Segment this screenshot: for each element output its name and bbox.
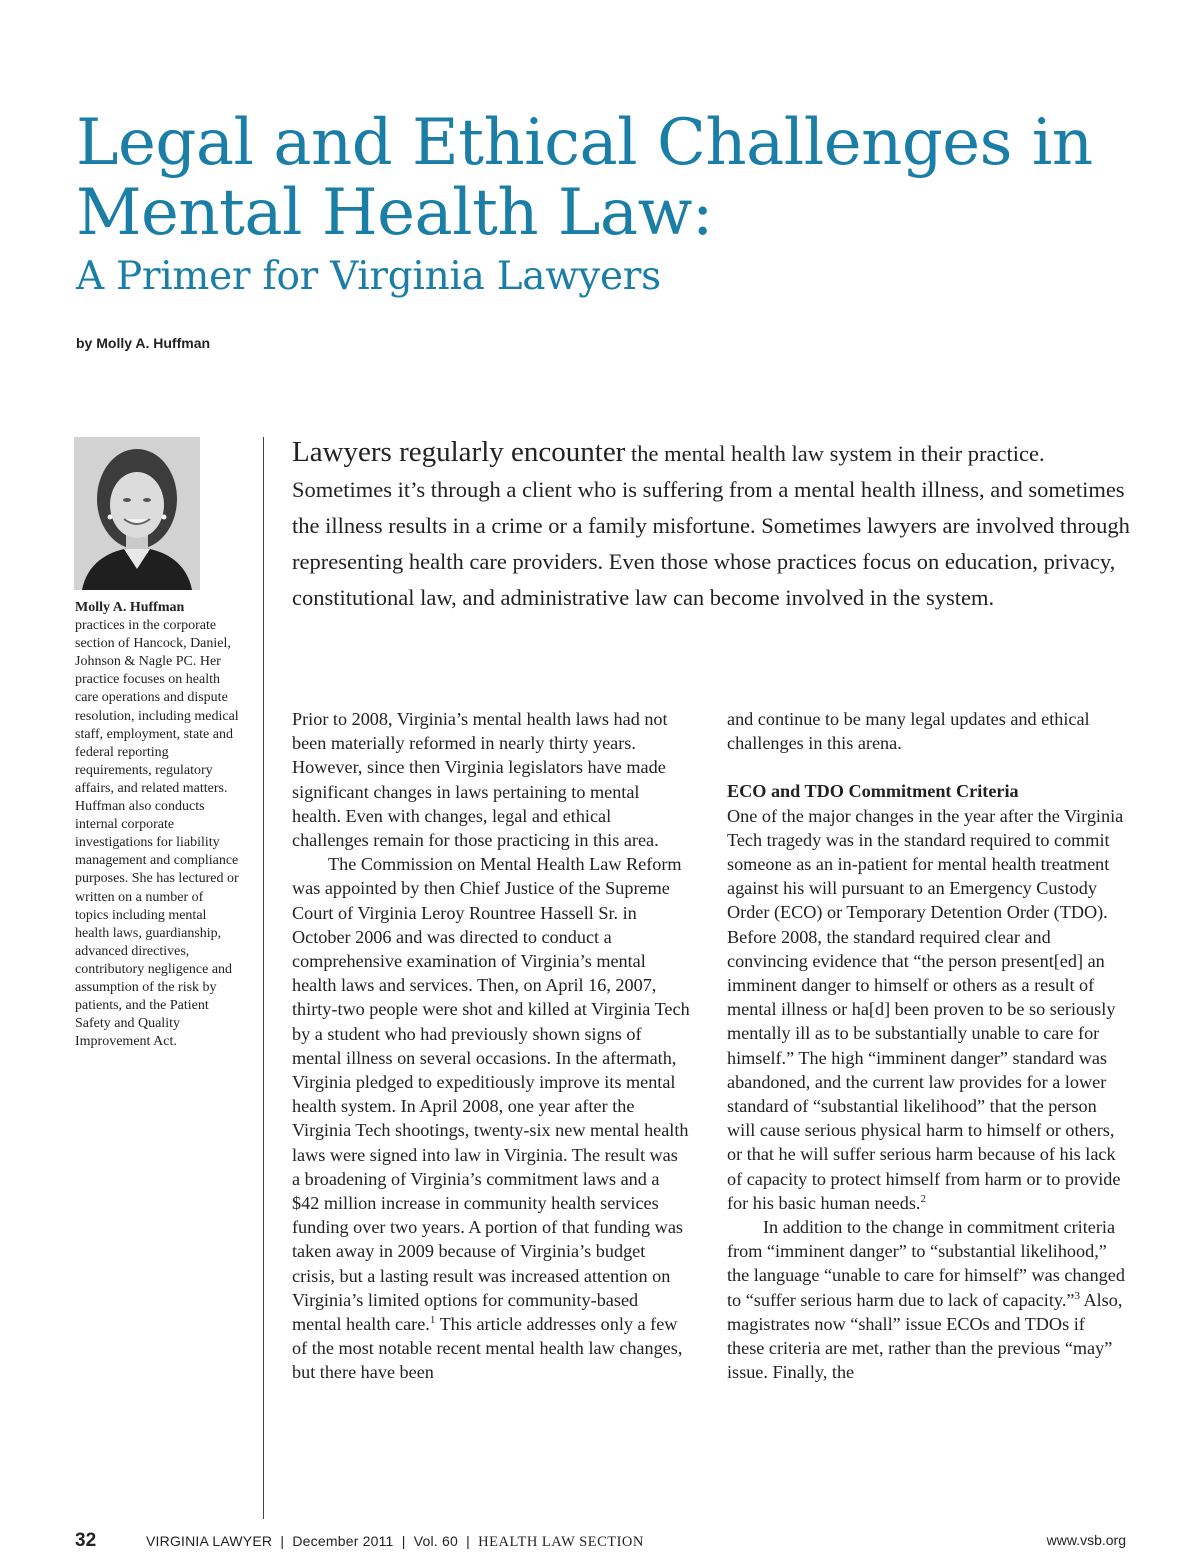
body-paragraph (727, 1215, 1125, 1384)
column-divider (263, 437, 264, 1519)
publication-info: VIRGINIA LAWYER | December 2011 | Vol. 60 | (146, 1533, 479, 1549)
byline: by Molly A. Huffman (76, 335, 211, 351)
section-name: HEALTH LAW SECTION (478, 1534, 644, 1550)
publication-line (146, 1533, 644, 1551)
website-link[interactable]: www.vsb.org (1046, 1532, 1126, 1548)
footnote-ref: 1 (429, 1314, 436, 1327)
body-paragraph (292, 852, 690, 1384)
body-text: In addition to the change in commitment criteria from “imminent danger” to “substantial likelihood,” the language “unable to care for himself” was changed to “suffer serious harm due to lack of capacity.” (727, 1217, 1125, 1310)
section-heading: ECO and TDO Commitment Criteria (727, 781, 1019, 802)
lead-start: Lawyers regularly encounter (292, 436, 626, 468)
article-title (76, 108, 1156, 248)
footnote-ref: 3 (1074, 1289, 1080, 1302)
footnote-ref: 2 (920, 1192, 926, 1205)
title-line-2: Mental Health Law: (76, 176, 713, 250)
page-number: 32 (75, 1530, 97, 1551)
title-line-1: Legal and Ethical Challenges in (76, 106, 1093, 180)
lead-paragraph (292, 434, 1132, 616)
body-text: One of the major changes in the year after the Virginia Tech tragedy was in the standard required to commit someone as an in-patient for mental health treatment against his will pursuant to an Emergency Custody Order (ECO) or Temporary Detention Order (TDO). Before 2008, the standard required clear and convincing evidence that “the person present[ed] an imminent danger to himself or others as a result of mental illness or ha[d] been proven to be so seriously mentally ill as to be substantially unable to care for himself.” The high “imminent danger” standard was abandoned, and the current law provides for a lower standard of “substantial likelihood” that the person will cause serious physical harm to himself or others, or that he will suffer serious harm because of his lack of capacity to protect himself from harm or to provide for his basic human needs. (727, 805, 1124, 1213)
author-photo (74, 437, 200, 590)
body-paragraph (727, 804, 1125, 1215)
author-bio-name: Molly A. Huffman (75, 600, 185, 615)
lead-rest: the mental health law system in their practice. Sometimes it’s through a client who is suffering from a mental health illness, and sometimes the illness results in a crime or a family misfortune. Sometimes lawyers are involved through representing health care providers. Even those whose practices focus on education, privacy, constitutional law, and administrative law can become involved in the system. (292, 441, 1130, 610)
author-bio (75, 599, 240, 1051)
page-footer (0, 1530, 1200, 1554)
body-paragraph: Prior to 2008, Virginia’s mental health laws had not been materially reformed in nearly thirty years. However, since then Virginia legislators have made significant changes in laws pertaining to mental health. Even with changes, legal and ethical challenges remain for those practicing in this area. (292, 709, 668, 851)
body-paragraph: and continue to be many legal updates and ethical challenges in this arena. (727, 709, 1090, 754)
body-column-left (292, 707, 690, 1385)
body-text: The Commission on Mental Health Law Reform was appointed by then Chief Justice of the Supreme Court of Virginia Leroy Rountree Hassell Sr. in October 2006 and was directed to conduct a comprehensive examination of Virginia’s mental health laws and services. Then, on April 16, 2007, thirty-two people were shot and killed at Virginia Tech by a student who had previously shown signs of mental illness on several occasions. In the aftermath, Virginia pledged to expeditiously improve its mental health system. In April 2008, one year after the Virginia Tech shootings, twenty-six new mental health laws were signed into law in Virginia. The result was a broadening of Virginia’s commitment laws and a $42 million increase in community health services funding over two years. A portion of that funding was taken away in 2009 because of Virginia’s budget crisis, but a lasting result was increased attention on Virginia’s limited options for community-based mental health care. (292, 854, 690, 1335)
body-text: This article addresses only a few of the most notable recent mental health law changes, but there have been (292, 1314, 683, 1383)
author-bio-text: practices in the corporate section of Hancock, Daniel, Johnson & Nagle PC. Her practice focuses on health care operations and dispute resolution, including medical staff, employment, state and federal reporting requirements, regulatory affairs, and related matters. Huffman also conducts internal corporate investigations for liability management and compliance purposes. She has lectured or written on a number of topics including mental health laws, guardianship, advanced directives, contributory negligence and assumption of the risk by patients, and the Patient Safety and Quality Improvement Act. (75, 618, 239, 1050)
body-column-right (727, 707, 1125, 1384)
author-portrait-image (74, 437, 200, 590)
body-text: Also, magistrates now “shall” issue ECOs and TDOs if these criteria are met, rather than the previous “may” issue. Finally, the (727, 1289, 1123, 1383)
article-subtitle: A Primer for Virginia Lawyers (76, 254, 661, 299)
